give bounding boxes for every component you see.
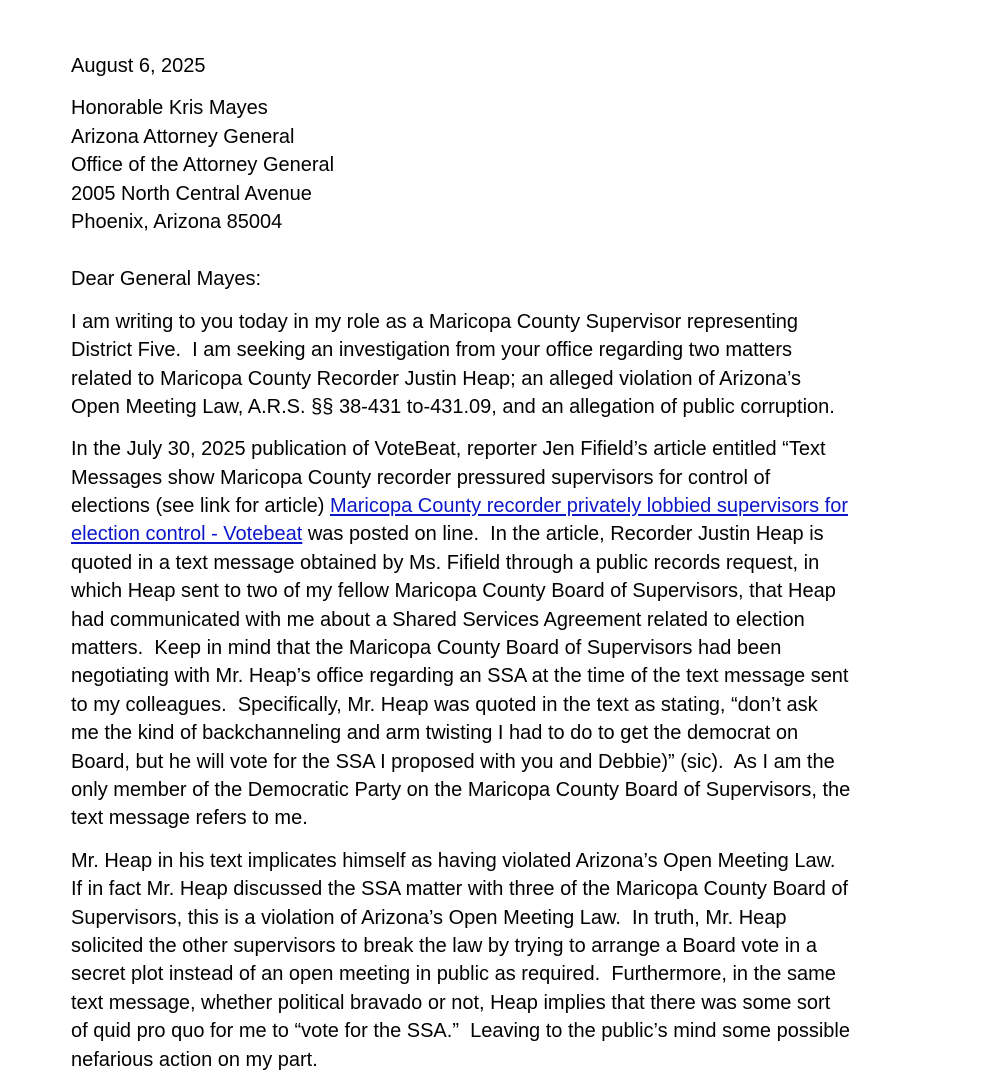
paragraph-line: In the July 30, 2025 publication of VoteBeat, reporter Jen Fifield’s article entitled “Text	[71, 438, 826, 461]
letter-date	[71, 52, 931, 80]
paragraph-line: only member of the Democratic Party on the Maricopa County Board of Supervisors, the	[71, 778, 851, 801]
line-suffix: was posted on line. In the article, Recorder Justin Heap is	[302, 523, 824, 546]
date-text: August 6, 2025	[71, 55, 206, 77]
paragraph-line: nefarious action on my part.	[71, 1048, 318, 1071]
paragraph-line: text message refers to me.	[71, 807, 308, 830]
salutation	[71, 265, 931, 293]
paragraph-line: I am writing to you today in my role as a Maricopa County Supervisor representing	[71, 310, 799, 333]
paragraph-line: District Five. I am seeking an investigation from your office regarding two matters	[71, 339, 793, 362]
letter-page	[71, 52, 931, 1088]
paragraph-line: related to Maricopa County Recorder Justin Heap; an alleged violation of Arizona’s	[71, 367, 802, 390]
recipient-title: Arizona Attorney General	[71, 125, 295, 148]
paragraph-line: text message, whether political bravado or not, Heap implies that there was some sort	[71, 991, 831, 1014]
paragraph-intro	[71, 308, 931, 422]
recipient-street: 2005 North Central Avenue	[71, 182, 312, 205]
salutation-text: Dear General Mayes:	[71, 268, 262, 291]
paragraph-line: Open Meeting Law, A.R.S. §§ 38-431 to-431.09, and an allegation of public corruption.	[71, 395, 835, 418]
paragraph-line: Supervisors, this is a violation of Arizona’s Open Meeting Law. In truth, Mr. Heap	[71, 906, 787, 929]
paragraph-line	[71, 520, 931, 548]
votebeat-article-link[interactable]: Maricopa County recorder privately lobbied supervisors for	[329, 495, 848, 518]
paragraph-line: me the kind of backchanneling and arm twisting I had to do to get the democrat on	[71, 722, 799, 745]
paragraph-line: which Heap sent to two of my fellow Maricopa County Board of Supervisors, that Heap	[71, 580, 836, 603]
recipient-office: Office of the Attorney General	[71, 154, 335, 177]
paragraph-line: Messages show Maricopa County recorder pressured supervisors for control of	[71, 466, 771, 489]
votebeat-article-link-continued[interactable]: election control - Votebeat	[71, 523, 303, 546]
paragraph-votebeat-article	[71, 435, 931, 832]
recipient-city: Phoenix, Arizona 85004	[71, 210, 283, 233]
paragraph-line	[71, 492, 931, 520]
paragraph-line: of quid pro quo for me to “vote for the SSA.” Leaving to the public’s mind some possible	[71, 1020, 850, 1043]
paragraph-line: Mr. Heap in his text implicates himself as having violated Arizona’s Open Meeting Law.	[71, 849, 836, 872]
paragraph-line: negotiating with Mr. Heap’s office regarding an SSA at the time of the text message sent	[71, 665, 849, 688]
paragraph-line: solicited the other supervisors to break the law by trying to arrange a Board vote in a	[71, 934, 817, 957]
recipient-address	[71, 94, 931, 236]
paragraph-line: quoted in a text message obtained by Ms. Fifield through a public records request, in	[71, 551, 820, 574]
recipient-name: Honorable Kris Mayes	[71, 97, 268, 120]
paragraph-line: to my colleagues. Specifically, Mr. Heap was quoted in the text as stating, “don’t ask	[71, 693, 818, 716]
paragraph-open-meeting-violation	[71, 847, 931, 1074]
paragraph-line: If in fact Mr. Heap discussed the SSA matter with three of the Maricopa County Board of	[71, 878, 849, 901]
paragraph-line: Board, but he will vote for the SSA I proposed with you and Debbie)” (sic). As I am the	[71, 750, 835, 773]
paragraph-line: had communicated with me about a Shared Services Agreement related to election	[71, 608, 805, 631]
paragraph-line: secret plot instead of an open meeting in public as required. Furthermore, in the same	[71, 963, 836, 986]
line-prefix: elections (see link for article)	[71, 495, 330, 518]
paragraph-line: matters. Keep in mind that the Maricopa County Board of Supervisors had been	[71, 637, 782, 660]
